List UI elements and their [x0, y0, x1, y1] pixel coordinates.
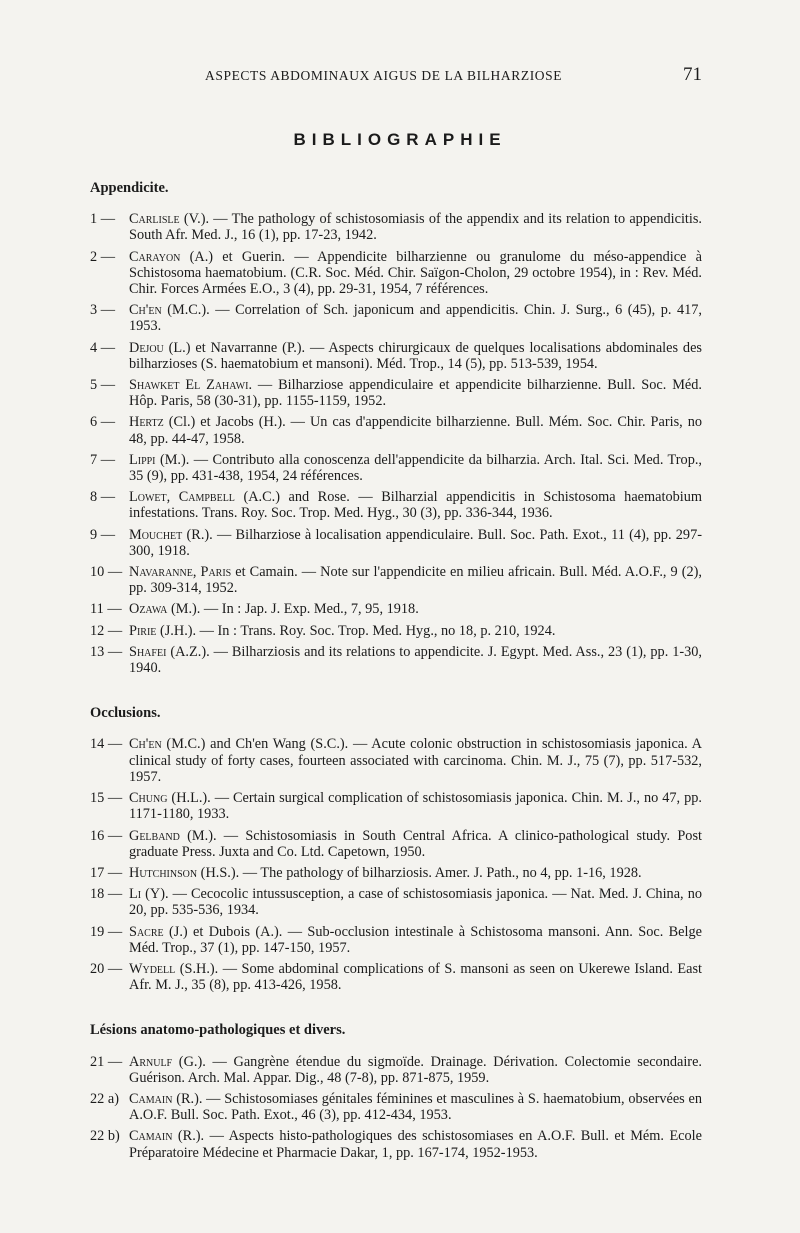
- reference-author: Sacre: [129, 923, 164, 940]
- reference-text: (H.L.). — Certain surgical complication of schistosomiasis japonica. Chin. M. J., no 47, pp. 1171-1180, 1933.: [129, 790, 702, 823]
- reference-number: 17 —: [90, 864, 123, 881]
- bibliography-section: [90, 1022, 702, 1160]
- reference-entry: [90, 736, 702, 785]
- reference-text: . — Bilharziose appendiculaire et appendicite bilharzienne. Bull. Soc. Méd. Hôp. Paris, 58 (30-31), pp. 1155-1159, 1952.: [129, 377, 702, 410]
- reference-entry: [90, 527, 702, 559]
- reference-author: Camain: [129, 1090, 173, 1107]
- reference-number: 16 —: [90, 827, 123, 844]
- reference-author: Li: [129, 886, 142, 903]
- reference-text: (J.) et Dubois (A.). — Sub-occlusion intestinale à Schistosoma mansoni. Ann. Soc. Belge Méd. Trop., 37 (1), pp. 147-150, 1957.: [129, 923, 702, 956]
- reference-entry: [90, 211, 702, 243]
- reference-entry: [90, 961, 702, 993]
- reference-number: 3 —: [90, 302, 116, 319]
- reference-text: (R.). — Bilharziose à localisation appendiculaire. Bull. Soc. Path. Exot., 11 (4), pp. 297-300, 1918.: [129, 526, 702, 559]
- reference-author: Mouchet: [129, 526, 183, 543]
- reference-text: (Y). — Cecocolic intussusception, a case of schistosomiasis japonica. — Nat. Med. J. China, no 20, pp. 535-536, 1934.: [129, 886, 702, 919]
- reference-entry: [90, 414, 702, 446]
- reference-author: Dejou: [129, 339, 164, 356]
- reference-text: (G.). — Gangrène étendue du sigmoïde. Drainage. Dérivation. Colectomie secondaire. Guérison. Arch. Mal. Appar. Dig., 48 (7-8), pp. 871-875, 1959.: [129, 1053, 702, 1086]
- reference-number: 22 a): [90, 1090, 119, 1107]
- reference-author: Hertz: [129, 414, 164, 431]
- reference-text: (R.). — Schistosomiases génitales féminines et masculines à S. haematobium, observées en A.O.F. Bull. Soc. Path. Exot., 46 (3), pp. 412-434, 1953.: [129, 1090, 702, 1124]
- reference-number: 2 —: [90, 248, 116, 265]
- reference-number: 9 —: [90, 526, 116, 543]
- section-title: Appendicite.: [90, 180, 169, 196]
- reference-text: (M.). — Contributo alla conoscenza dell'appendicite da bilharzia. Arch. Ital. Sci. Med. Trop., 35 (9), pp. 431-438, 1954, 24 références.: [129, 451, 702, 485]
- reference-number: 11 —: [90, 601, 122, 618]
- reference-author: Carlisle: [129, 211, 180, 228]
- reference-number: 14 —: [90, 736, 123, 753]
- bibliography-section: [90, 180, 702, 676]
- reference-entry: [90, 1054, 702, 1086]
- running-title: ASPECTS ABDOMINAUX AIGUS DE LA BILHARZIOSE: [205, 68, 563, 83]
- page-number: 71: [683, 64, 702, 85]
- reference-number: 1 —: [90, 211, 116, 228]
- reference-author: Wydell: [129, 960, 176, 977]
- reference-entry: [90, 828, 702, 860]
- reference-entry: [90, 865, 702, 881]
- bibliography-heading: BIBLIOGRAPHIE: [293, 130, 507, 149]
- reference-author: Shafei: [129, 643, 167, 660]
- reference-entry: [90, 302, 702, 334]
- reference-entry: [90, 790, 702, 822]
- reference-entry: [90, 249, 702, 298]
- reference-author: Arnulf: [129, 1053, 173, 1070]
- reference-text: (L.) et Navarranne (P.). — Aspects chirurgicaux de quelques localisations abdominales des bilharzioses (S. haematobium et mansoni). Méd. Trop., 14 (5), pp. 513-539, 1954.: [129, 339, 702, 372]
- reference-number: 6 —: [90, 414, 116, 431]
- running-head: [0, 64, 800, 88]
- reference-number: 22 b): [90, 1128, 120, 1145]
- reference-author: Ch'en: [129, 736, 162, 753]
- reference-text: (V.). — The pathology of schistosomiasis of the appendix and its relation to appendicitis. South Afr. Med. J., 16 (1), pp. 17-23, 1942.: [129, 211, 702, 244]
- reference-text: (A.Z.). — Bilharziosis and its relations to appendicite. J. Egypt. Med. Ass., 23 (1), pp. 1-30, 1940.: [129, 643, 702, 677]
- reference-number: 10 —: [90, 564, 123, 581]
- reference-author: Lippi: [129, 451, 156, 468]
- reference-author: Ozawa: [129, 601, 168, 618]
- reference-text: (M.C.). — Correlation of Sch. japonicum and appendicitis. Chin. J. Surg., 6 (45), p. 417, 1953.: [129, 302, 702, 335]
- reference-text: (H.S.). — The pathology of bilharziosis. Amer. J. Path., no 4, pp. 1-16, 1928.: [197, 864, 642, 881]
- reference-number: 4 —: [90, 339, 116, 356]
- reference-author: Ch'en: [129, 302, 162, 319]
- reference-text: (S.H.). — Some abdominal complications of S. mansoni as seen on Ukerewe Island. East Afr. M. J., 35 (8), pp. 413-426, 1958.: [129, 960, 702, 994]
- reference-number: 7 —: [90, 451, 116, 468]
- reference-author: Shawket El Zahawi: [129, 377, 249, 394]
- reference-text: (J.H.). — In : Trans. Roy. Soc. Trop. Med. Hyg., no 18, p. 210, 1924.: [156, 622, 556, 639]
- reference-text: (A.) et Guerin. — Appendicite bilharzienne ou granulome du méso-appendice à Schistosoma haematobium. (C.R. Soc. Méd. Chir. Saïgon-Cholon, 29 octobre 1954), in : Rev. Méd. Chir. Forces Armées E.O., 3 (4), pp. 29-31, 1954, 7 références.: [129, 248, 702, 298]
- reference-entry: [90, 340, 702, 372]
- reference-entry: [90, 489, 702, 521]
- reference-number: 18 —: [90, 886, 123, 903]
- reference-entry: [90, 924, 702, 956]
- bibliography-section: [90, 705, 702, 993]
- reference-number: 21 —: [90, 1053, 123, 1070]
- reference-number: 8 —: [90, 489, 116, 506]
- reference-entry: [90, 623, 702, 639]
- reference-number: 19 —: [90, 923, 123, 940]
- reference-text: (M.C.) and Ch'en Wang (S.C.). — Acute colonic obstruction in schistosomiasis japonica. A clinical study of forty cases, fourteen associated with carcinoma. Chin. M. J., 75 (7), pp. 517-532, 1957.: [129, 736, 702, 785]
- section-title: Lésions anatomo-pathologiques et divers.: [90, 1022, 346, 1039]
- reference-author: Carayon: [129, 248, 181, 265]
- reference-number: 15 —: [90, 790, 123, 807]
- reference-text: (M.). — Schistosomiasis in South Central Africa. A clinico-pathological study. Post graduate Press. Juxta and Co. Ltd. Capetown, 1950.: [129, 827, 702, 860]
- reference-number: 13 —: [90, 643, 123, 660]
- reference-number: 5 —: [90, 377, 116, 394]
- reference-entry: [90, 1128, 702, 1160]
- reference-entry: [90, 601, 702, 617]
- reference-number: 12 —: [90, 622, 123, 639]
- reference-author: Navaranne, Paris: [129, 564, 232, 581]
- reference-entry: [90, 1091, 702, 1123]
- reference-text: (M.). — In : Jap. J. Exp. Med., 7, 95, 1918.: [167, 601, 419, 618]
- reference-author: Chung: [129, 790, 168, 807]
- reference-author: Hutchinson: [129, 864, 198, 881]
- reference-entry: [90, 886, 702, 918]
- reference-text: (Cl.) et Jacobs (H.). — Un cas d'appendicite bilharzienne. Bull. Mém. Soc. Chir. Paris, no 48, pp. 44-47, 1958.: [129, 414, 702, 447]
- section-title: Occlusions.: [90, 705, 161, 722]
- reference-author: Pirie: [129, 622, 157, 639]
- bibliography-list: [90, 180, 702, 1190]
- reference-author: Gelband: [129, 827, 180, 844]
- reference-entry: [90, 644, 702, 676]
- reference-text: (A.C.) and Rose. — Bilharzial appendicitis in Schistosoma haematobium infestations. Trans. Roy. Soc. Trop. Med. Hyg., 30 (3), pp. 336-344, 1936.: [129, 489, 702, 522]
- reference-author: Camain: [129, 1128, 173, 1145]
- reference-entry: [90, 564, 702, 596]
- reference-number: 20 —: [90, 960, 123, 977]
- reference-text: (R.). — Aspects histo-pathologiques des schistosomiases en A.O.F. Bull. et Mém. Ecole Préparatoire Médecine et Pharmacie Dakar, 1, pp. 167-174, 1952-1953.: [129, 1128, 702, 1161]
- reference-entry: [90, 452, 702, 484]
- reference-author: Lowet, Campbell: [129, 489, 235, 506]
- reference-text: et Camain. — Note sur l'appendicite en milieu africain. Bull. Méd. A.O.F., 9 (2), pp. 309-314, 1952.: [129, 564, 702, 597]
- reference-entry: [90, 377, 702, 409]
